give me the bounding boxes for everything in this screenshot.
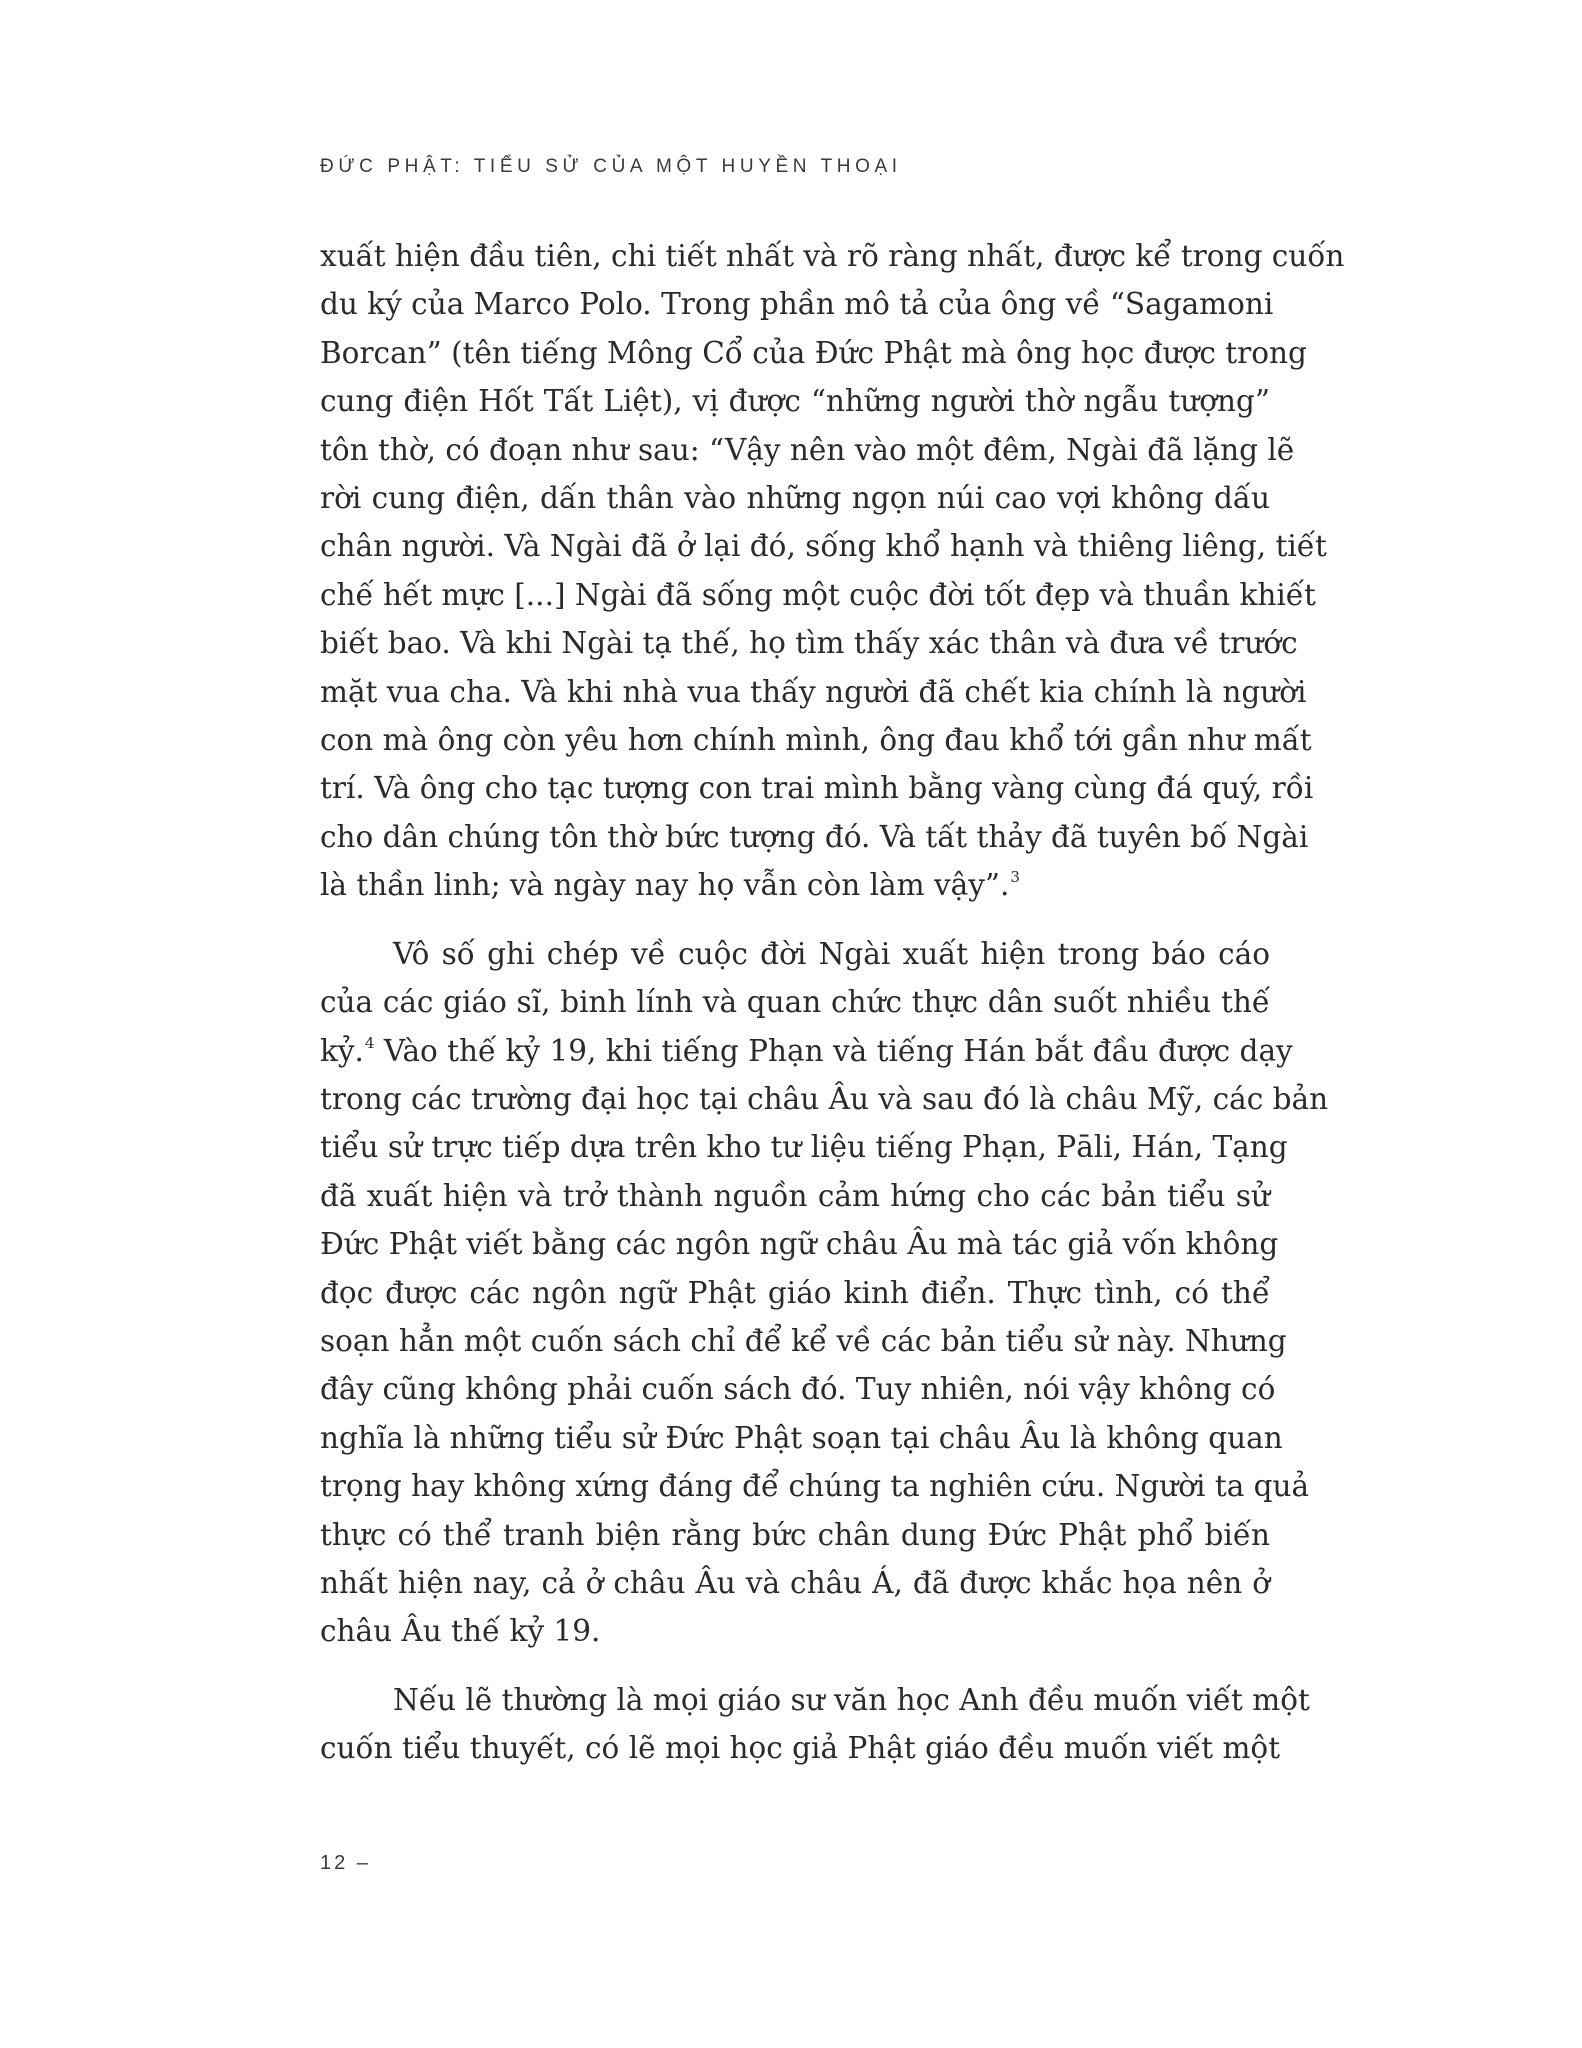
text-line: châu Âu thế kỷ 19. [320,1614,601,1649]
text-line: chế hết mực [...] Ngài đã sống một cuộc đời tốt đẹp và thuần khiết [320,577,1316,612]
text-line: trọng hay không xứng đáng để chúng ta nghiên cứu. Người ta quả [320,1469,1310,1504]
text-line: trong các trường đại học tại châu Âu và sau đó là châu Mỹ, các bản [320,1081,1329,1116]
text-line: thực có thể tranh biện rằng bức chân dung Đức Phật phổ biến [320,1517,1270,1552]
running-head: ĐỨC PHẬT: TIỂU SỬ CỦA MỘT HUYỀN THOẠI [320,156,902,177]
body-text [320,232,1345,1773]
text-line: Đức Phật viết bằng các ngôn ngữ châu Âu mà tác giả vốn không [320,1227,1279,1262]
paragraph-spacer [320,1656,1270,1676]
paragraph-2 [320,930,1329,1656]
text-line: nghĩa là những tiểu sử Đức Phật soạn tại châu Âu là không quan [320,1420,1283,1455]
text-line: cung điện Hốt Tất Liệt), vị được “những người thờ ngẫu tượng” [320,384,1270,419]
page-number: 12 – [320,1852,371,1874]
text-line: Vô số ghi chép về cuộc đời Ngài xuất hiện trong báo cáo [393,936,1270,971]
text-line: trí. Và ông cho tạc tượng con trai mình bằng vàng cùng đá quý, rồi [320,771,1314,806]
text-line: mặt vua cha. Và khi nhà vua thấy người đã chết kia chính là người [320,674,1307,709]
text-line: du ký của Marco Polo. Trong phần mô tả của ông về “Sagamoni [320,287,1274,322]
text-line: Borcan” (tên tiếng Mông Cổ của Đức Phật mà ông học được trong [320,335,1307,370]
text-line: đọc được các ngôn ngữ Phật giáo kinh điển. Thực tình, có thể [320,1275,1270,1310]
text-line: soạn hẳn một cuốn sách chỉ để kể về các bản tiểu sử này. Nhưng [320,1323,1287,1358]
text-line: tiểu sử trực tiếp dựa trên kho tư liệu tiếng Phạn, Pāli, Hán, Tạng [320,1130,1288,1165]
text-line: xuất hiện đầu tiên, chi tiết nhất và rõ ràng nhất, được kể trong cuốn [320,239,1345,273]
footnote-marker[interactable]: 4 [364,1033,375,1052]
text-line: tôn thờ, có đoạn như sau: “Vậy nên vào một đêm, Ngài đã lặng lẽ [320,432,1295,467]
text-line: chân người. Và Ngài đã ở lại đó, sống khổ hạnh và thiêng liêng, tiết [320,529,1327,564]
paragraph-spacer [320,910,1270,930]
text-line: Nếu lẽ thường là mọi giáo sư văn học Anh đều muốn viết một [393,1682,1310,1717]
footnote-marker[interactable]: 3 [1010,868,1020,887]
text-line: đây cũng không phải cuốn sách đó. Tuy nhiên, nói vậy không có [320,1372,1276,1407]
text-fragment: là thần linh; và ngày nay họ vẫn còn làm vậy”. [320,868,1010,903]
text-fragment: Vào thế kỷ 19, khi tiếng Phạn và tiếng Hán bắt đầu được dạy [374,1033,1293,1068]
paragraph-1 [320,232,1345,910]
text-line: biết bao. Và khi Ngài tạ thế, họ tìm thấy xác thân và đưa về trước [320,626,1298,661]
text-line: của các giáo sĩ, binh lính và quan chức thực dân suốt nhiều thế [320,985,1270,1020]
text-fragment: kỷ. [320,1033,364,1068]
paragraph-3 [320,1676,1310,1773]
text-line: cho dân chúng tôn thờ bức tượng đó. Và tất thảy đã tuyên bố Ngài [320,819,1309,854]
text-line: cuốn tiểu thuyết, có lẽ mọi học giả Phật giáo đều muốn viết một [320,1731,1281,1766]
text-line: rời cung điện, dấn thân vào những ngọn núi cao vợi không dấu [320,481,1270,516]
text-line [320,861,1270,909]
text-line: nhất hiện nay, cả ở châu Âu và châu Á, đã được khắc họa nên ở [320,1565,1270,1600]
text-line: đã xuất hiện và trở thành nguồn cảm hứng cho các bản tiểu sử [320,1178,1270,1213]
text-line: con mà ông còn yêu hơn chính mình, ông đau khổ tới gần như mất [320,723,1312,758]
text-line [320,1027,1293,1075]
